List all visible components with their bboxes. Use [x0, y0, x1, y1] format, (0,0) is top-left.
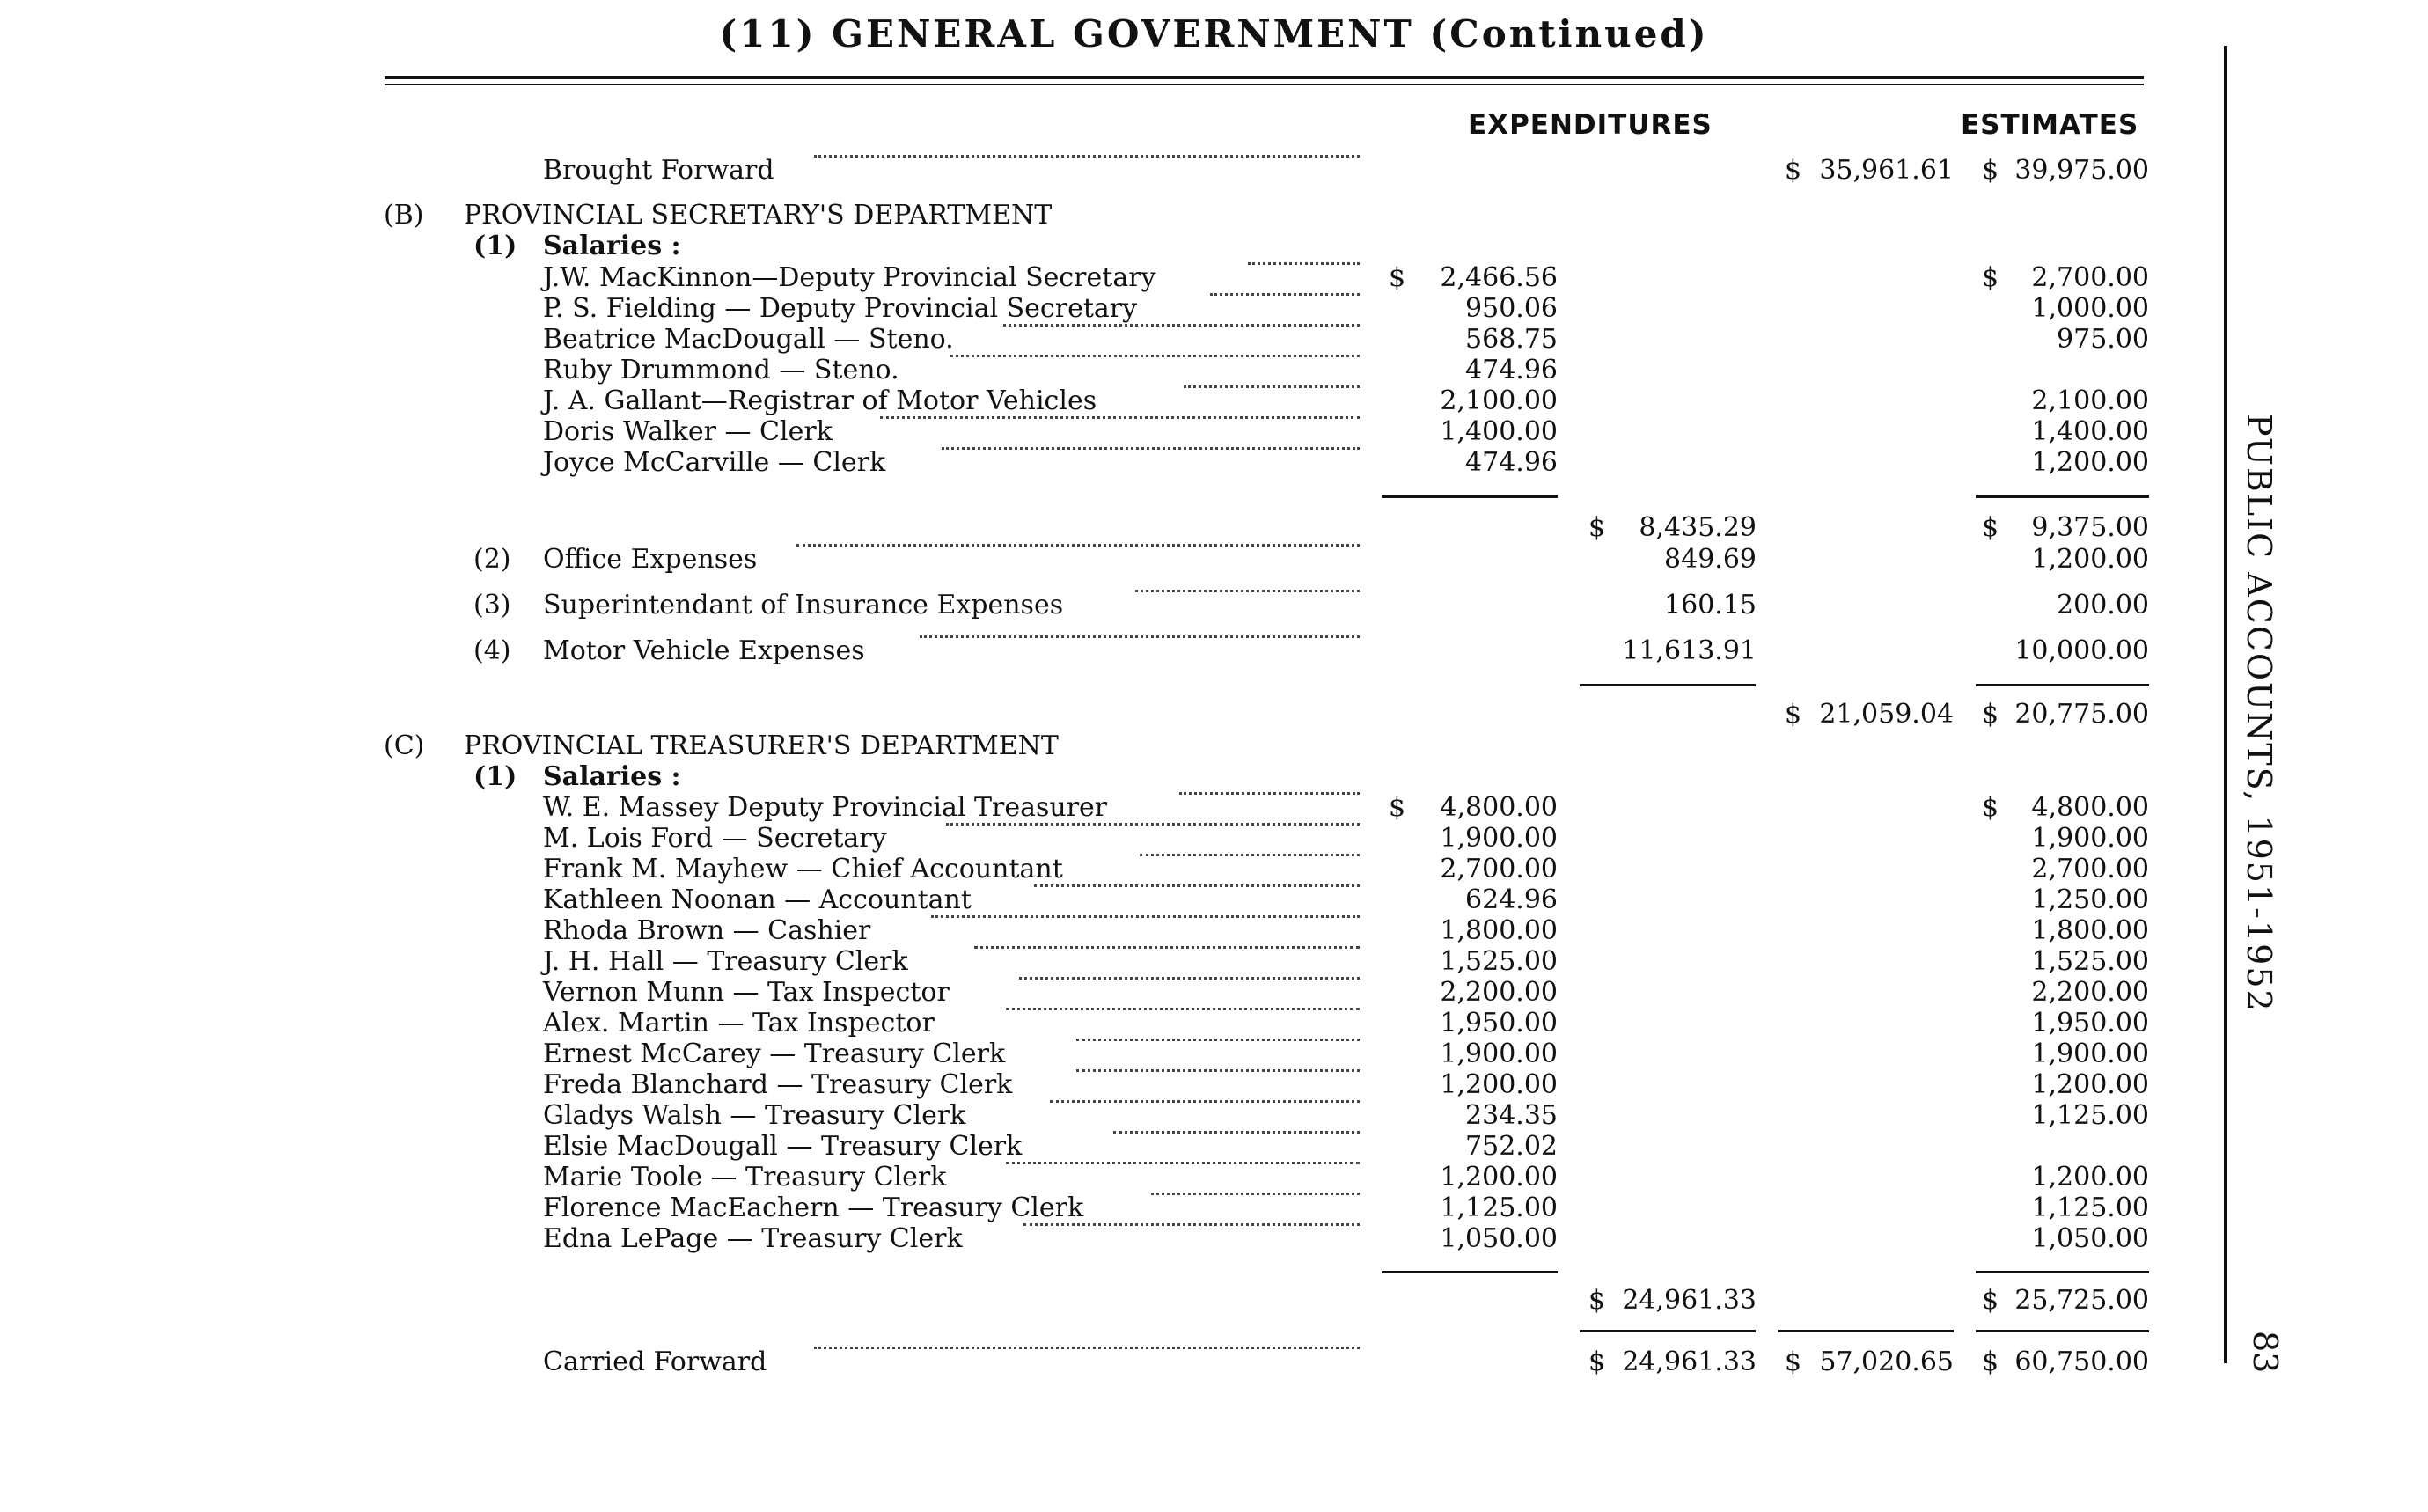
currency-sign: $	[1785, 699, 1802, 730]
row-label: Beatrice MacDougall — Steno.	[543, 324, 954, 355]
table-row	[0, 1131, 2200, 1162]
table-row	[0, 915, 2200, 946]
currency-sign: $	[1785, 155, 1802, 186]
row-number: (4)	[473, 635, 511, 666]
amount-cell: 1,125.00	[2031, 1193, 2149, 1223]
amount-cell: 1,950.00	[1440, 1008, 1558, 1039]
leader-dots	[942, 447, 1360, 450]
leader-dots	[814, 155, 1360, 158]
currency-sign: $	[1588, 1347, 1606, 1377]
table-row	[0, 355, 2200, 385]
amount-cell: 160.15	[1664, 590, 1757, 620]
carried-forward-label: Carried Forward	[543, 1347, 767, 1377]
amount-cell: 2,700.00	[1440, 854, 1558, 884]
section-letter: (B)	[384, 200, 424, 231]
subtotal-row	[0, 512, 2200, 543]
header-rule-thin	[385, 84, 2144, 85]
table-row	[0, 324, 2200, 355]
leader-dots	[1210, 293, 1360, 296]
expenditures-header: EXPENDITURES	[1468, 109, 1713, 141]
leader-dots	[1184, 385, 1360, 388]
table-row	[0, 1100, 2200, 1131]
amount-cell: 2,466.56	[1440, 262, 1558, 293]
table-row	[0, 1008, 2200, 1039]
row-number: (3)	[473, 590, 511, 620]
amount-cell: 60,750.00	[2014, 1347, 2149, 1377]
leader-dots	[1076, 1069, 1360, 1072]
section-heading	[0, 200, 2200, 231]
section-letter: (C)	[384, 730, 425, 761]
amount-cell: 1,800.00	[1440, 915, 1558, 946]
amount-cell: 4,800.00	[1440, 792, 1558, 823]
amount-cell: 1,200.00	[1440, 1069, 1558, 1100]
row-label: Ruby Drummond — Steno.	[543, 355, 899, 385]
leader-dots	[796, 544, 1360, 547]
amount-cell: 752.02	[1465, 1131, 1558, 1162]
amount-cell: 950.06	[1465, 293, 1558, 324]
leader-dots	[814, 1347, 1360, 1349]
amount-cell: 1,950.00	[2031, 1008, 2149, 1039]
subtotal-rule	[1976, 1271, 2149, 1273]
carried-forward-row	[0, 1347, 2200, 1377]
leader-dots	[1006, 1162, 1360, 1164]
table-row	[0, 416, 2200, 447]
row-label: Vernon Munn — Tax Inspector	[543, 977, 950, 1008]
leader-dots	[1034, 884, 1360, 887]
subsection-label: Salaries :	[543, 231, 681, 261]
subsection-heading	[0, 231, 2200, 261]
amount-cell: 849.69	[1664, 544, 1757, 575]
amount-cell: 2,100.00	[1440, 385, 1558, 416]
row-label: M. Lois Ford — Secretary	[543, 823, 887, 854]
amount-cell: 2,700.00	[2031, 854, 2149, 884]
page-number: 83	[2246, 1331, 2285, 1374]
amount-cell: 35,961.61	[1819, 155, 1954, 186]
leader-dots	[1006, 1008, 1360, 1010]
currency-sign: $	[1982, 262, 1999, 293]
row-label: Gladys Walsh — Treasury Clerk	[543, 1100, 966, 1131]
brought-forward-row	[0, 155, 2200, 186]
table-row	[0, 544, 2200, 575]
amount-cell: 1,200.00	[1440, 1162, 1558, 1193]
row-label: Alex. Martin — Tax Inspector	[543, 1008, 935, 1039]
amount-cell: 2,700.00	[2031, 262, 2149, 293]
leader-dots	[1135, 590, 1360, 592]
total-row	[0, 699, 2200, 730]
row-label: Elsie MacDougall — Treasury Clerk	[543, 1131, 1023, 1162]
subsection-heading	[0, 761, 2200, 792]
amount-cell: 568.75	[1465, 324, 1558, 355]
amount-cell: 9,375.00	[2031, 512, 2149, 543]
amount-cell: 24,961.33	[1622, 1347, 1757, 1377]
table-row	[0, 262, 2200, 293]
amount-cell: 1,200.00	[2031, 1162, 2149, 1193]
side-rule	[2224, 46, 2227, 1363]
side-title: PUBLIC ACCOUNTS, 1951-1952	[2240, 414, 2278, 1013]
amount-cell: 1,900.00	[2031, 823, 2149, 854]
row-label: Kathleen Noonan — Accountant	[543, 884, 972, 915]
leader-dots	[880, 416, 1360, 419]
amount-cell: 4,800.00	[2031, 792, 2149, 823]
amount-cell: 2,200.00	[1440, 977, 1558, 1008]
subsection-label: Salaries :	[543, 761, 681, 792]
subtotal-row	[0, 1285, 2200, 1316]
table-row	[0, 823, 2200, 854]
header-rule-thick	[385, 76, 2144, 79]
leader-dots	[1019, 977, 1360, 980]
leader-dots	[920, 635, 1360, 638]
amount-cell: 1,400.00	[2031, 416, 2149, 447]
table-row	[0, 977, 2200, 1008]
amount-cell: 1,525.00	[1440, 946, 1558, 977]
leader-dots	[931, 915, 1360, 918]
total-rule	[1580, 684, 1756, 686]
amount-cell: 11,613.91	[1622, 635, 1757, 666]
row-label: P. S. Fielding — Deputy Provincial Secretary	[543, 293, 1138, 324]
table-row	[0, 854, 2200, 884]
currency-sign: $	[1389, 262, 1406, 293]
subtotal-rule	[1382, 495, 1558, 498]
leader-dots	[1151, 1193, 1360, 1195]
amount-cell: 1,900.00	[2031, 1039, 2149, 1069]
section-title: PROVINCIAL SECRETARY'S DEPARTMENT	[464, 200, 1053, 231]
row-label: Superintendant of Insurance Expenses	[543, 590, 1064, 620]
currency-sign: $	[1785, 1347, 1802, 1377]
leader-dots	[1050, 1100, 1360, 1103]
amount-cell: 25,725.00	[2014, 1285, 2149, 1316]
amount-cell: 1,200.00	[2031, 447, 2149, 478]
amount-cell: 2,100.00	[2031, 385, 2149, 416]
row-label: Office Expenses	[543, 544, 758, 575]
amount-cell: 1,050.00	[2031, 1223, 2149, 1254]
row-label: J. H. Hall — Treasury Clerk	[543, 946, 908, 977]
page-title: (11) GENERAL GOVERNMENT (Continued)	[719, 12, 1709, 55]
table-row	[0, 385, 2200, 416]
leader-dots	[974, 946, 1360, 949]
leader-dots	[1248, 262, 1360, 265]
row-label: Freda Blanchard — Treasury Clerk	[543, 1069, 1013, 1100]
table-row	[0, 447, 2200, 478]
currency-sign: $	[1982, 699, 1999, 730]
amount-cell: 20,775.00	[2014, 699, 2149, 730]
table-row	[0, 1069, 2200, 1100]
amount-cell: 1,200.00	[2031, 544, 2149, 575]
row-label: Motor Vehicle Expenses	[543, 635, 865, 666]
amount-cell: 1,050.00	[1440, 1223, 1558, 1254]
leader-dots	[950, 355, 1360, 357]
subsection-number: (1)	[473, 761, 517, 792]
total-rule	[1580, 1330, 1756, 1332]
amount-cell: 21,059.04	[1819, 699, 1954, 730]
section-title: PROVINCIAL TREASURER'S DEPARTMENT	[464, 730, 1059, 761]
section-heading	[0, 730, 2200, 761]
amount-cell: 1,800.00	[2031, 915, 2149, 946]
leader-dots	[946, 823, 1360, 826]
subsection-number: (1)	[473, 231, 517, 261]
amount-cell: 1,125.00	[1440, 1193, 1558, 1223]
amount-cell: 975.00	[2057, 324, 2149, 355]
amount-cell: 1,125.00	[2031, 1100, 2149, 1131]
row-label: Joyce McCarville — Clerk	[543, 447, 886, 478]
row-label: Frank M. Mayhew — Chief Accountant	[543, 854, 1063, 884]
amount-cell: 2,200.00	[2031, 977, 2149, 1008]
amount-cell: 1,400.00	[1440, 416, 1558, 447]
row-label: Florence MacEachern — Treasury Clerk	[543, 1193, 1084, 1223]
currency-sign: $	[1982, 1347, 1999, 1377]
table-row	[0, 590, 2200, 620]
total-rule	[1976, 684, 2149, 686]
amount-cell: 1,900.00	[1440, 823, 1558, 854]
amount-cell: 624.96	[1465, 884, 1558, 915]
estimates-header: ESTIMATES	[1961, 109, 2139, 141]
row-label: Edna LePage — Treasury Clerk	[543, 1223, 963, 1254]
table-row	[0, 792, 2200, 823]
amount-cell: 474.96	[1465, 355, 1558, 385]
table-row	[0, 946, 2200, 977]
row-label: J.W. MacKinnon—Deputy Provincial Secretary	[543, 262, 1156, 293]
amount-cell: 1,000.00	[2031, 293, 2149, 324]
table-row	[0, 1223, 2200, 1254]
currency-sign: $	[1982, 1285, 1999, 1316]
currency-sign: $	[1982, 792, 1999, 823]
row-label: Marie Toole — Treasury Clerk	[543, 1162, 947, 1193]
table-row	[0, 293, 2200, 324]
amount-cell: 1,200.00	[2031, 1069, 2149, 1100]
table-row	[0, 635, 2200, 666]
row-label: Ernest McCarey — Treasury Clerk	[543, 1039, 1006, 1069]
leader-dots	[1003, 324, 1360, 327]
leader-dots	[1076, 1039, 1360, 1041]
amount-cell: 1,250.00	[2031, 884, 2149, 915]
amount-cell: 39,975.00	[2014, 155, 2149, 186]
row-label: Doris Walker — Clerk	[543, 416, 833, 447]
currency-sign: $	[1982, 512, 1999, 543]
table-row	[0, 884, 2200, 915]
brought-forward-label: Brought Forward	[543, 155, 774, 186]
amount-cell: 234.35	[1465, 1100, 1558, 1131]
total-rule	[1778, 1330, 1954, 1332]
currency-sign: $	[1588, 1285, 1606, 1316]
currency-sign: $	[1982, 155, 1999, 186]
currency-sign: $	[1389, 792, 1406, 823]
table-row	[0, 1193, 2200, 1223]
amount-cell: 200.00	[2057, 590, 2149, 620]
table-row	[0, 1162, 2200, 1193]
amount-cell: 474.96	[1465, 447, 1558, 478]
leader-dots	[1140, 854, 1360, 856]
table-row	[0, 1039, 2200, 1069]
currency-sign: $	[1588, 512, 1606, 543]
row-label: W. E. Massey Deputy Provincial Treasurer	[543, 792, 1108, 823]
subtotal-rule	[1382, 1271, 1558, 1273]
amount-cell: 10,000.00	[2014, 635, 2149, 666]
row-label: Rhoda Brown — Cashier	[543, 915, 871, 946]
amount-cell: 1,525.00	[2031, 946, 2149, 977]
amount-cell: 8,435.29	[1639, 512, 1757, 543]
amount-cell: 24,961.33	[1622, 1285, 1757, 1316]
total-rule	[1976, 1330, 2149, 1332]
amount-cell: 57,020.65	[1819, 1347, 1954, 1377]
subtotal-rule	[1976, 495, 2149, 498]
leader-dots	[1113, 1131, 1360, 1134]
leader-dots	[1023, 1223, 1360, 1226]
leader-dots	[1179, 792, 1360, 795]
row-number: (2)	[473, 544, 511, 575]
amount-cell: 1,900.00	[1440, 1039, 1558, 1069]
row-label: J. A. Gallant—Registrar of Motor Vehicles	[543, 385, 1097, 416]
